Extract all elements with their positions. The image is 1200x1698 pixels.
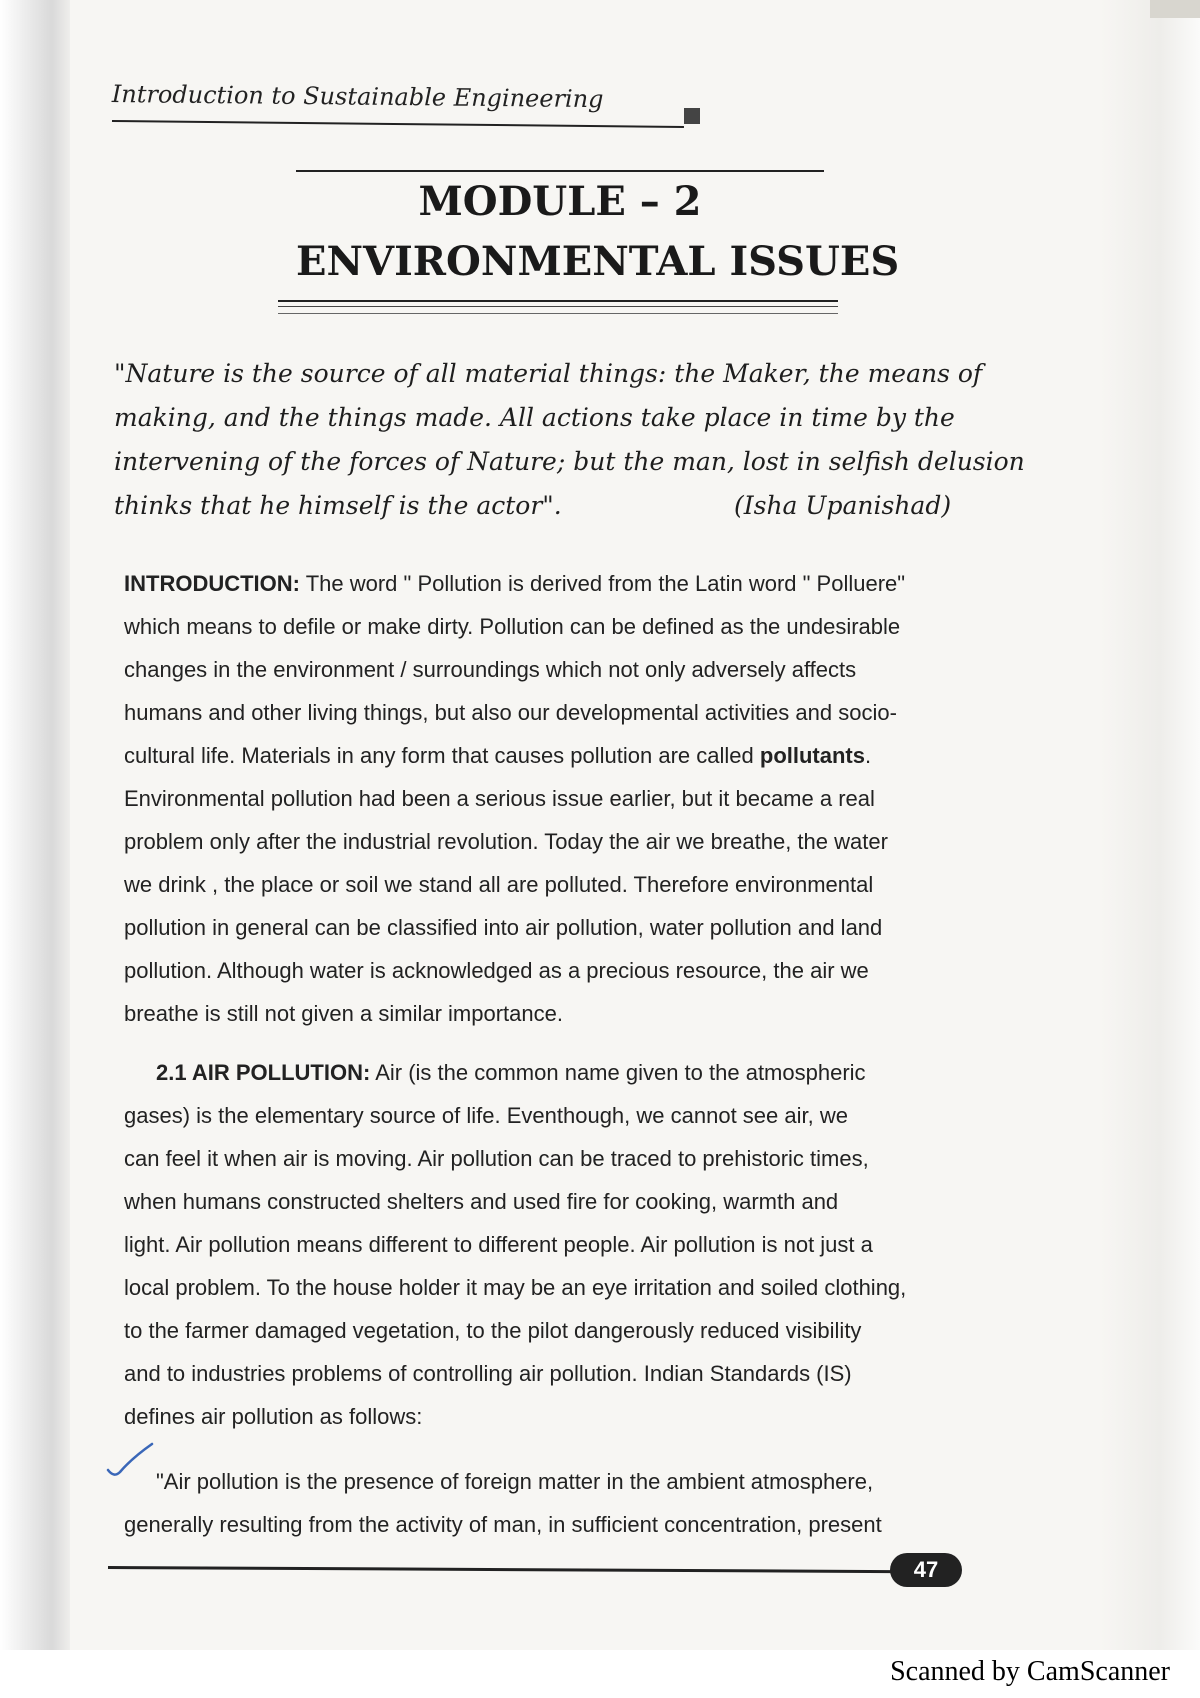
paragraph-line: we drink , the place or soil we stand all are polluted. Therefore environmental <box>124 872 874 897</box>
quote-line: "Nature is the source of all material things: the Maker, the means of <box>114 359 983 388</box>
introduction-heading: INTRODUCTION: <box>124 571 300 596</box>
module-number: MODULE – 2 <box>418 178 702 225</box>
paragraph-line: problem only after the industrial revolution. Today the air we breathe, the water <box>124 829 888 854</box>
paragraph-text: The word " Pollution is derived from the Latin word " Polluere" <box>299 571 906 596</box>
section-heading-air-pollution: 2.1 AIR POLLUTION: <box>156 1060 371 1085</box>
air-pollution-paragraph <box>124 1051 1002 1438</box>
quote-line: making, and the things made. All actions take place in time by the <box>114 403 955 432</box>
page-corner-mark <box>1150 0 1200 18</box>
footer-rule <box>108 1566 908 1573</box>
epigraph-quote <box>114 352 1025 528</box>
paragraph-line: changes in the environment / surroundings which not only adversely affects <box>124 657 857 682</box>
page-binding-shadow <box>0 0 70 1650</box>
title-rule-bottom <box>278 306 838 307</box>
header-rule <box>112 120 684 128</box>
paragraph-line: which means to defile or make dirty. Pollution can be defined as the undesirable <box>124 614 901 639</box>
title-rule-top <box>296 170 824 172</box>
paragraph-line: pollution. Although water is acknowledged as a precious resource, the air we <box>124 958 869 983</box>
paragraph-line: to the farmer damaged vegetation, to the pilot dangerously reduced visibility <box>124 1318 862 1343</box>
square-marker-icon <box>684 108 700 124</box>
paragraph-line <box>124 562 1002 605</box>
paragraph-line: gases) is the elementary source of life. Eventhough, we cannot see air, we <box>124 1103 848 1128</box>
quote-line: thinks that he himself is the actor". <box>114 491 562 520</box>
paragraph-line <box>124 1051 1002 1094</box>
paragraph-line: and to industries problems of controlling air pollution. Indian Standards (IS) <box>124 1361 852 1386</box>
paragraph-line: breathe is still not given a similar importance. <box>124 1001 563 1026</box>
paragraph-line: local problem. To the house holder it may be an eye irritation and soiled clothing, <box>124 1275 907 1300</box>
term-pollutants: pollutants <box>759 743 865 768</box>
paragraph-line: humans and other living things, but also our developmental activities and socio- <box>124 700 897 725</box>
paragraph-line: light. Air pollution means different to different people. Air pollution is not just a <box>124 1232 873 1257</box>
paragraph-line: generally resulting from the activity of man, in sufficient concentration, present <box>124 1512 882 1537</box>
paragraph-text: Air (is the common name given to the atmospheric <box>370 1060 866 1085</box>
paragraph-line <box>124 734 1002 777</box>
quote-source: (Isha Upanishad) <box>734 491 952 520</box>
paragraph-line: "Air pollution is the presence of foreign matter in the ambient atmosphere, <box>156 1469 874 1494</box>
quote-line-last <box>114 484 1006 528</box>
paragraph-text: cultural life. Materials in any form that causes pollution are called <box>124 743 760 768</box>
quote-line: intervening of the forces of Nature; but the man, lost in selfish delusion <box>114 447 1025 476</box>
running-header: Introduction to Sustainable Engineering <box>111 80 604 114</box>
definition-paragraph <box>124 1460 1002 1546</box>
scanner-watermark: Scanned by CamScanner <box>890 1656 1170 1687</box>
page-number-badge: 47 <box>890 1553 962 1587</box>
paragraph-line: when humans constructed shelters and used fire for cooking, warmth and <box>124 1189 839 1214</box>
paragraph-text: . <box>864 743 872 768</box>
paragraph-line: defines air pollution as follows: <box>124 1404 423 1429</box>
title-rule-bottom <box>278 300 838 302</box>
paragraph-line: can feel it when air is moving. Air pollution can be traced to prehistoric times, <box>124 1146 869 1171</box>
paragraph-line: pollution in general can be classified into air pollution, water pollution and land <box>124 915 883 940</box>
introduction-paragraph <box>124 562 1002 1035</box>
module-title: ENVIRONMENTAL ISSUES <box>296 238 900 285</box>
paragraph-line: Environmental pollution had been a serious issue earlier, but it became a real <box>124 786 875 811</box>
page-edge-shadow <box>1100 0 1200 1650</box>
title-rule-bottom <box>278 313 838 314</box>
